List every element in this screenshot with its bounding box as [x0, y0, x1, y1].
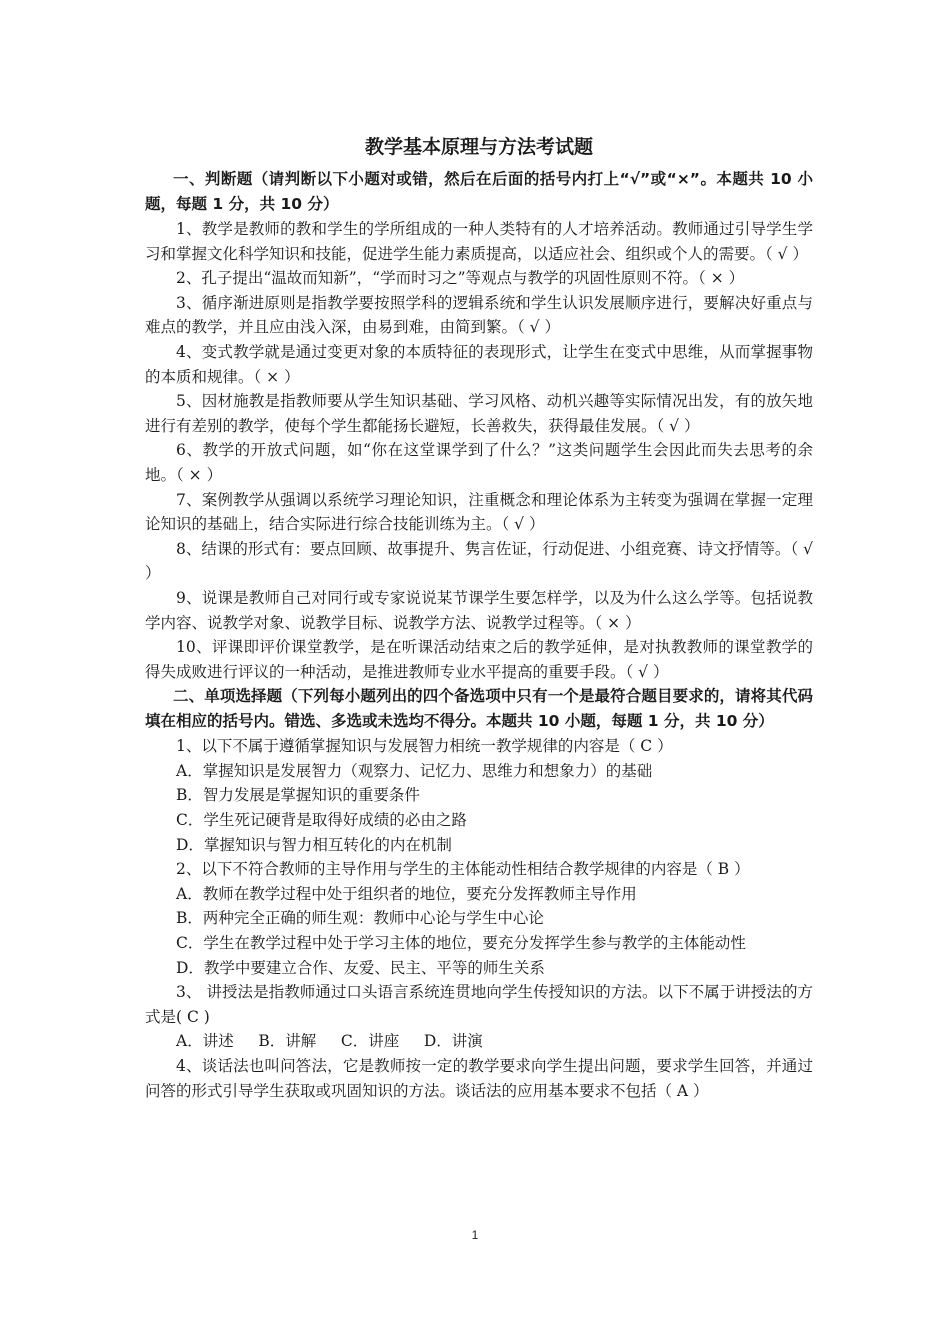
section-heading-judgment: 一、判断题（请判断以下小题对或错，然后在后面的括号内打上“√”或“×”。本题共 10 小题，每题 1 分，共 10 分） — [145, 170, 813, 213]
judgment-item: 8、结课的形式有：要点回顾、故事提升、隽言佐证，行动促进、小组竞赛、诗文抒情等。（ √ ） — [145, 539, 813, 583]
judgment-item: 10、评课即评价课堂教学，是在听课活动结束之后的教学延伸，是对执教教师的课堂教学的得失成败进行评议的一种活动，是推进教师专业水平提高的重要手段。（ √ ） — [145, 638, 813, 681]
choice-option: B．智力发展是掌握知识的重要条件 — [176, 786, 420, 805]
judgment-item: 6、教学的开放式问题，如“你在这堂课学到了什么？”这类问题学生会因此而失去思考的余地。（ × ） — [145, 441, 813, 484]
document-title: 教学基本原理与方法考试题 — [364, 136, 593, 158]
judgment-item: 9、说课是教师自己对同行或专家说说某节课学生要怎样学，以及为什么这么学等。包括说教学内容、说教学对象、说教学目标、说教学方法、说教学过程等。（ × ） — [145, 588, 813, 632]
document-body — [145, 132, 813, 1103]
choice-option: D．掌握知识与智力相互转化的内在机制 — [176, 835, 452, 854]
choice-question-stem: 4、谈话法也叫问答法，它是教师按一定的教学要求向学生提出问题，要求学生回答，并通过问答的形式引导学生获取或巩固知识的方法。谈话法的应用基本要求不包括（ A ） — [145, 1057, 813, 1100]
judgment-item: 3、循序渐进原则是指教学要按照学科的逻辑系统和学生认识发展顺序进行，要解决好重点与难点的教学，并且应由浅入深，由易到难，由简到繁。（ √ ） — [145, 293, 813, 337]
choice-option: A．讲述 B．讲解 C．讲座 D．讲演 — [176, 1032, 483, 1051]
judgment-item: 5、因材施教是指教师要从学生知识基础、学习风格、动机兴趣等实际情况出发，有的放矢地进行有差别的教学，使每个学生都能扬长避短，长善救失，获得最佳发展。（ √ ） — [145, 392, 813, 435]
choice-option: D．教学中要建立合作、友爱、民主、平等的师生关系 — [176, 958, 545, 977]
section-heading-choice: 二、单项选择题（下列每小题列出的四个备选项中只有一个是最符合题目要求的，请将其代码填在相应的括号内。错选、多选或未选均不得分。本题共 10 小题，每题 1 分，共 10 分） — [145, 687, 813, 731]
choice-option: B．两种完全正确的师生观：教师中心论与学生中心论 — [176, 909, 544, 928]
choice-question-stem: 2、以下不符合教师的主导作用与学生的主体能动性相结合教学规律的内容是（ B ） — [176, 860, 750, 879]
judgment-item: 7、案例教学从强调以系统学习理论知识，注重概念和理论体系为主转变为强调在掌握一定理论知识的基础上，结合实际进行综合技能训练为主。（ √ ） — [145, 490, 813, 534]
page-number: 1 — [471, 1228, 479, 1242]
choice-option: C．学生死记硬背是取得好成绩的必由之路 — [176, 811, 467, 830]
judgment-item: 1、教学是教师的教和学生的学所组成的一种人类特有的人才培养活动。教师通过引导学生学习和掌握文化科学知识和技能，促进学生能力素质提高，以适应社会、组织或个人的需要。（ √ ） — [145, 220, 813, 263]
choice-option: A．掌握知识是发展智力（观察力、记忆力、思维力和想象力）的基础 — [176, 761, 653, 780]
choice-option: A．教师在教学过程中处于组织者的地位，要充分发挥教师主导作用 — [176, 884, 637, 903]
judgment-item: 2、孔子提出“温故而知新”，“学而时习之”等观点与教学的巩固性原则不符。（ × ） — [176, 269, 745, 288]
choice-question-stem: 3、 讲授法是指教师通过口头语言系统连贯地向学生传授知识的方法。以下不属于讲授法的方式是( C ) — [145, 983, 813, 1026]
choice-question-stem: 1、以下不属于遵循掌握知识与发展智力相统一教学规律的内容是（ C ） — [176, 737, 673, 756]
judgment-item: 4、变式教学就是通过变更对象的本质特征的表现形式，让学生在变式中思维，从而掌握事物的本质和规律。（ × ） — [145, 342, 813, 386]
choice-option: C．学生在教学过程中处于学习主体的地位，要充分发挥学生参与教学的主体能动性 — [176, 934, 746, 953]
